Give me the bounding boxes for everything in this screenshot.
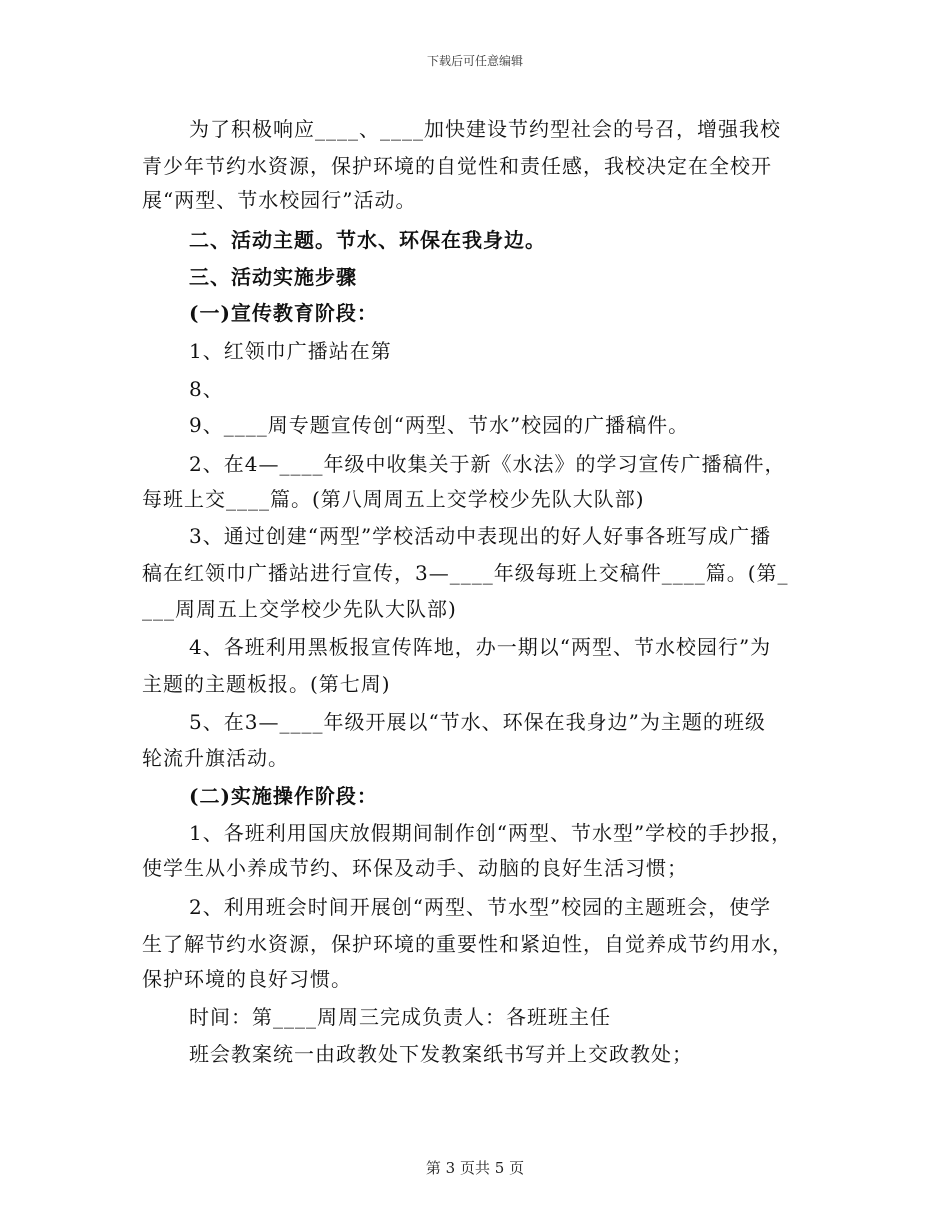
section-heading: 三、活动实施步骤 <box>189 265 357 289</box>
paragraph-line: 1、红领巾广播站在第 <box>189 339 392 363</box>
paragraph-line: 稿在红领巾广播站进行宣传，3—____年级每班上交稿件____篇。(第_ <box>142 561 789 585</box>
subsection-heading: (一)宣传教育阶段： <box>189 301 378 325</box>
paragraph-line: 8、 <box>189 377 224 401</box>
paragraph-line: 使学生从小养成节约、环保及动手、动脑的良好生活习惯； <box>142 856 688 880</box>
paragraph-line: 1、各班利用国庆放假期间制作创“两型、节水型”学校的手抄报， <box>189 821 793 845</box>
page-header: 下载后可任意编辑 <box>426 54 523 68</box>
paragraph-line: 青少年节约水资源，保护环境的自觉性和责任感，我校决定在全校开 <box>142 154 772 178</box>
paragraph-line: 展“两型、节水校园行”活动。 <box>142 188 417 212</box>
paragraph-line: ___周周五上交学校少先队大队部) <box>142 597 457 621</box>
paragraph-line: 班会教案统一由政教处下发教案纸书写并上交政教处； <box>189 1042 693 1066</box>
page-footer: 第 3 页共 5 页 <box>425 1159 525 1177</box>
subsection-heading: (二)实施操作阶段： <box>189 784 378 808</box>
paragraph-line: 轮流升旗活动。 <box>142 746 289 770</box>
paragraph-line: 2、利用班会时间开展创“两型、节水型”校园的主题班会，使学 <box>189 895 772 919</box>
paragraph-line: 2、在4—____年级中收集关于新《水法》的学习宣传广播稿件， <box>189 452 786 476</box>
paragraph-line: 4、各班利用黑板报宣传阵地，办一期以“两型、节水校园行”为 <box>189 635 772 659</box>
paragraph-line: 主题的主题板报。(第七周) <box>142 672 391 696</box>
paragraph-line: 5、在3—____年级开展以“节水、环保在我身边”为主题的班级 <box>189 710 766 734</box>
paragraph-line: 3、通过创建“两型”学校活动中表现出的好人好事各班写成广播 <box>189 524 772 548</box>
paragraph-line: 生了解节约水资源，保护环境的重要性和紧迫性，自觉养成节约用水， <box>142 932 793 956</box>
section-heading: 二、活动主题。节水、环保在我身边。 <box>189 228 546 252</box>
paragraph-line: 9、____周专题宣传创“两型、节水”校园的广播稿件。 <box>189 413 690 437</box>
paragraph-line: 时间：第____周周三完成负责人：各班班主任 <box>189 1005 611 1029</box>
paragraph-line: 每班上交____篇。(第八周周五上交学校少先队大队部) <box>142 487 645 511</box>
paragraph-line: 为了积极响应____、____加快建设节约型社会的号召，增强我校 <box>189 117 781 141</box>
paragraph-line: 保护环境的良好习惯。 <box>142 967 352 991</box>
